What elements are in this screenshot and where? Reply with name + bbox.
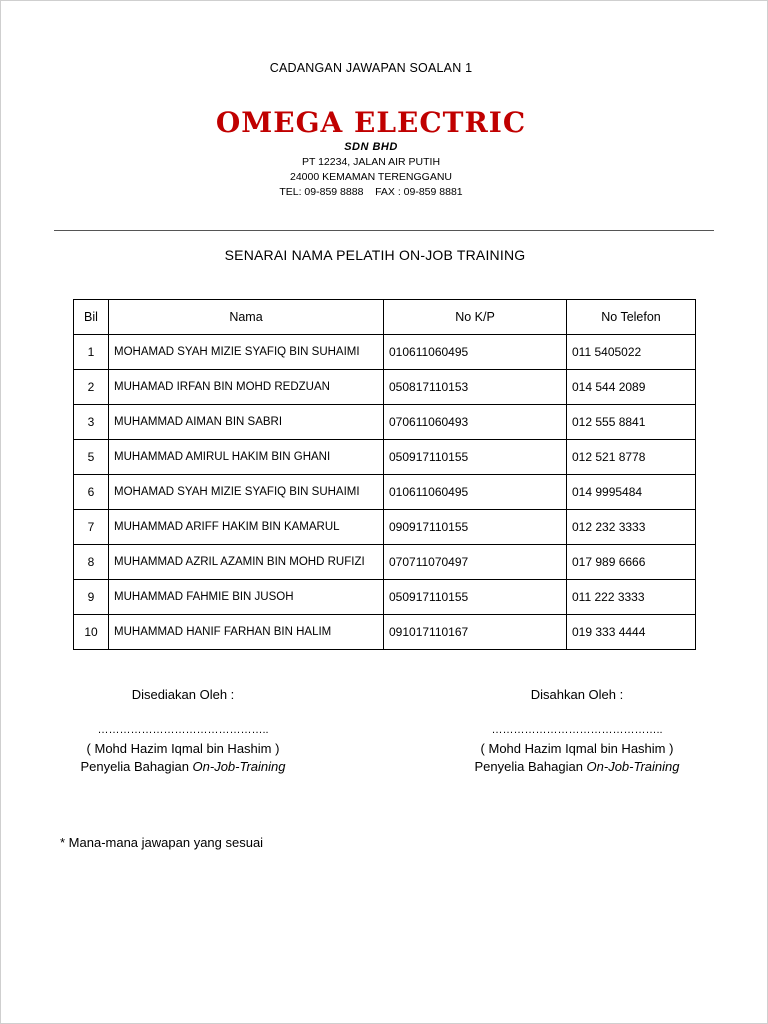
signature-line: ……………………………………….. (97, 724, 269, 736)
position-italic: On-Job-Training (192, 759, 286, 774)
table-row (74, 475, 696, 510)
cell-nama: MUHAMMAD AIMAN BIN SABRI (109, 405, 384, 440)
table-row (74, 545, 696, 580)
table-row (74, 440, 696, 475)
cell-nama: MUHAMMAD ARIFF HAKIM BIN KAMARUL (109, 510, 384, 545)
cell-kp: 070711070497 (384, 545, 567, 580)
table-row (74, 580, 696, 615)
footnote: * Mana-mana jawapan yang sesuai (60, 835, 264, 850)
col-header-kp: No K/P (384, 300, 567, 335)
cell-nama: MUHAMMAD FAHMIE BIN JUSOH (109, 580, 384, 615)
cell-telefon: 014 9995484 (567, 475, 696, 510)
address-line-1: PT 12234, JALAN AIR PUTIH (301, 156, 441, 168)
cell-bil: 10 (74, 615, 109, 650)
table-header-row (74, 300, 696, 335)
position-prefix: Penyelia Bahagian (474, 759, 587, 774)
cell-bil: 2 (74, 370, 109, 405)
table-row (74, 510, 696, 545)
list-title: SENARAI NAMA PELATIH ON-JOB TRAINING (224, 247, 526, 263)
cell-bil: 8 (74, 545, 109, 580)
cell-kp: 090917110155 (384, 510, 567, 545)
col-header-telefon: No Telefon (567, 300, 696, 335)
position-prefix: Penyelia Bahagian (80, 759, 193, 774)
cell-telefon: 012 555 8841 (567, 405, 696, 440)
position-italic: On-Job-Training (586, 759, 680, 774)
question-heading: CADANGAN JAWAPAN SOALAN 1 (269, 61, 473, 75)
cell-kp: 050917110155 (384, 580, 567, 615)
signatory-name: ( Mohd Hazim Iqmal bin Hashim ) (86, 741, 280, 756)
cell-telefon: 017 989 6666 (567, 545, 696, 580)
company-suffix: SDN BHD (344, 141, 398, 153)
cell-telefon: 012 232 3333 (567, 510, 696, 545)
signatory-position (437, 758, 717, 776)
cell-nama: MUHAMMAD AMIRUL HAKIM BIN GHANI (109, 440, 384, 475)
col-header-nama: Nama (109, 300, 384, 335)
cell-kp: 070611060493 (384, 405, 567, 440)
cell-nama: MOHAMAD SYAH MIZIE SYAFIQ BIN SUHAIMI (109, 335, 384, 370)
cell-kp: 010611060495 (384, 475, 567, 510)
approved-by-label: Disahkan Oleh : (530, 687, 624, 702)
prepared-by-label: Disediakan Oleh : (131, 687, 235, 702)
cell-telefon: 012 521 8778 (567, 440, 696, 475)
header-divider (54, 230, 714, 231)
trainee-table (73, 299, 696, 650)
table-row (74, 370, 696, 405)
cell-kp: 050817110153 (384, 370, 567, 405)
contact-line: TEL: 09-859 8888 FAX : 09-859 8881 (279, 186, 463, 198)
address-line-2: 24000 KEMAMAN TERENGGANU (289, 171, 453, 183)
cell-telefon: 014 544 2089 (567, 370, 696, 405)
signatory-name: ( Mohd Hazim Iqmal bin Hashim ) (480, 741, 674, 756)
cell-bil: 3 (74, 405, 109, 440)
table-row (74, 405, 696, 440)
cell-kp: 091017110167 (384, 615, 567, 650)
cell-bil: 1 (74, 335, 109, 370)
col-header-bil: Bil (74, 300, 109, 335)
signature-block-prepared (43, 687, 323, 776)
table-row (74, 335, 696, 370)
signature-line: ……………………………………….. (491, 724, 663, 736)
signatory-position (43, 758, 323, 776)
cell-bil: 9 (74, 580, 109, 615)
signature-block-approved (437, 687, 717, 776)
cell-bil: 5 (74, 440, 109, 475)
cell-nama: MUHAMMAD HANIF FARHAN BIN HALIM (109, 615, 384, 650)
table-row (74, 615, 696, 650)
cell-bil: 6 (74, 475, 109, 510)
cell-bil: 7 (74, 510, 109, 545)
cell-telefon: 011 5405022 (567, 335, 696, 370)
cell-nama: MUHAMMAD AZRIL AZAMIN BIN MOHD RUFIZI (109, 545, 384, 580)
cell-nama: MUHAMAD IRFAN BIN MOHD REDZUAN (109, 370, 384, 405)
cell-telefon: 011 222 3333 (567, 580, 696, 615)
cell-kp: 010611060495 (384, 335, 567, 370)
cell-telefon: 019 333 4444 (567, 615, 696, 650)
company-name: OMEGA ELECTRIC (215, 106, 527, 139)
cell-nama: MOHAMAD SYAH MIZIE SYAFIQ BIN SUHAIMI (109, 475, 384, 510)
cell-kp: 050917110155 (384, 440, 567, 475)
